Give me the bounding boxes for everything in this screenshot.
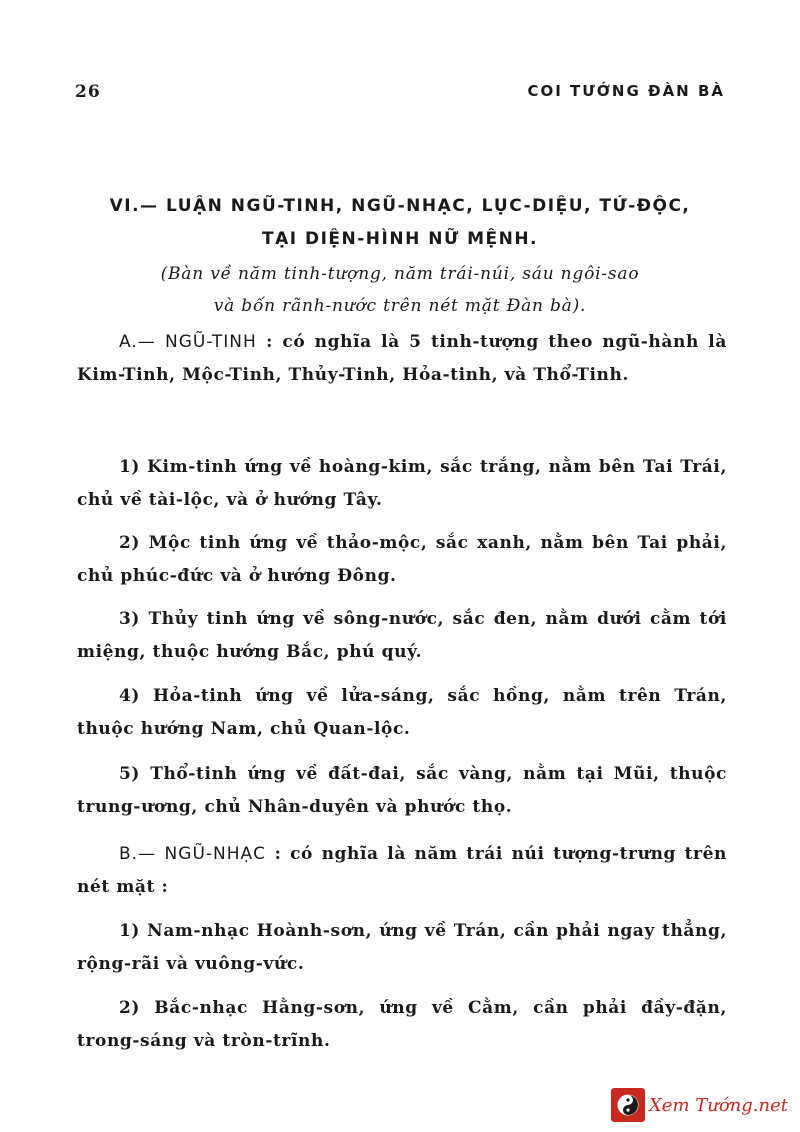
section-title-line-1: VI.— LUẬN NGŨ-TINH, NGŨ-NHẠC, LỤC-DIỆU, TỨ-ĐỘC, bbox=[109, 196, 691, 216]
paragraph-text: 5) Thổ-tinh ứng về đất-đai, sắc vàng, nằm tại Mũi, thuộc trung-ương, chủ Nhân-duyên và phước thọ. bbox=[77, 764, 727, 817]
section-title-line-2: TẠI DIỆN-HÌNH NỮ MỆNH. bbox=[261, 229, 539, 249]
paragraph-ngu-tinh-intro bbox=[77, 326, 727, 392]
paragraph-hoa-tinh bbox=[77, 680, 727, 746]
paragraph-text: 3) Thủy tinh ứng về sông-nước, sắc đen, nằm dưới cằm tới miệng, thuộc hướng Bắc, phú quý. bbox=[77, 609, 727, 662]
running-title: COI TƯỚNG ĐÀN BÀ bbox=[527, 82, 725, 100]
paragraph-text: 2) Mộc tinh ứng về thảo-mộc, sắc xanh, nằm bên Tai phải, chủ phúc-đức và ở hướng Đông. bbox=[77, 533, 727, 586]
paragraph-lead: A.— NGŨ-TINH bbox=[119, 332, 257, 352]
watermark-text: Xem Tướng.net bbox=[648, 1094, 788, 1116]
paragraph-kim-tinh bbox=[77, 451, 727, 517]
paragraph-text: 1) Nam-nhạc Hoành-sơn, ứng về Trán, cần phải ngay thẳng, rộng-rãi và vuông-vức. bbox=[77, 921, 727, 974]
paragraph-moc-tinh bbox=[77, 527, 727, 593]
paragraph-text: : có nghĩa là năm trái núi tượng-trưng trên nét mặt : bbox=[77, 844, 727, 897]
paragraph-ngu-nhac-intro bbox=[77, 838, 727, 904]
section-subtitle-line-1: (Bàn về năm tinh-tượng, năm trái-núi, sáu ngôi-sao bbox=[160, 264, 640, 284]
section-title bbox=[70, 190, 730, 256]
paragraph-tho-tinh bbox=[77, 758, 727, 824]
paragraph-text: 2) Bắc-nhạc Hằng-sơn, ứng về Cằm, cần phải đầy-đặn, trong-sáng và tròn-trĩnh. bbox=[77, 998, 727, 1051]
yin-yang-icon bbox=[611, 1088, 645, 1122]
paragraph-text: : có nghĩa là 5 tinh-tượng theo ngũ-hành là Kim-Tinh, Mộc-Tinh, Thủy-Tinh, Hỏa-tinh, và Thổ-Tinh. bbox=[77, 332, 727, 385]
page-number: 26 bbox=[75, 82, 101, 102]
section-subtitle-line-2: và bốn rãnh-nước trên nét mặt Đàn bà). bbox=[213, 296, 587, 316]
paragraph-nam-nhac bbox=[77, 915, 727, 981]
page-header bbox=[75, 82, 725, 112]
site-watermark bbox=[611, 1088, 788, 1122]
paragraph-bac-nhac bbox=[77, 992, 727, 1058]
paragraph-text: 1) Kim-tinh ứng về hoàng-kim, sắc trắng, nằm bên Tai Trái, chủ về tài-lộc, và ở hướng Tây. bbox=[77, 457, 727, 510]
section-subtitle bbox=[95, 258, 705, 322]
paragraph-thuy-tinh bbox=[77, 603, 727, 669]
paragraph-text: 4) Hỏa-tinh ứng về lửa-sáng, sắc hồng, nằm trên Trán, thuộc hướng Nam, chủ Quan-lộc. bbox=[77, 686, 727, 739]
paragraph-lead: B.— NGŨ-NHẠC bbox=[119, 844, 267, 864]
